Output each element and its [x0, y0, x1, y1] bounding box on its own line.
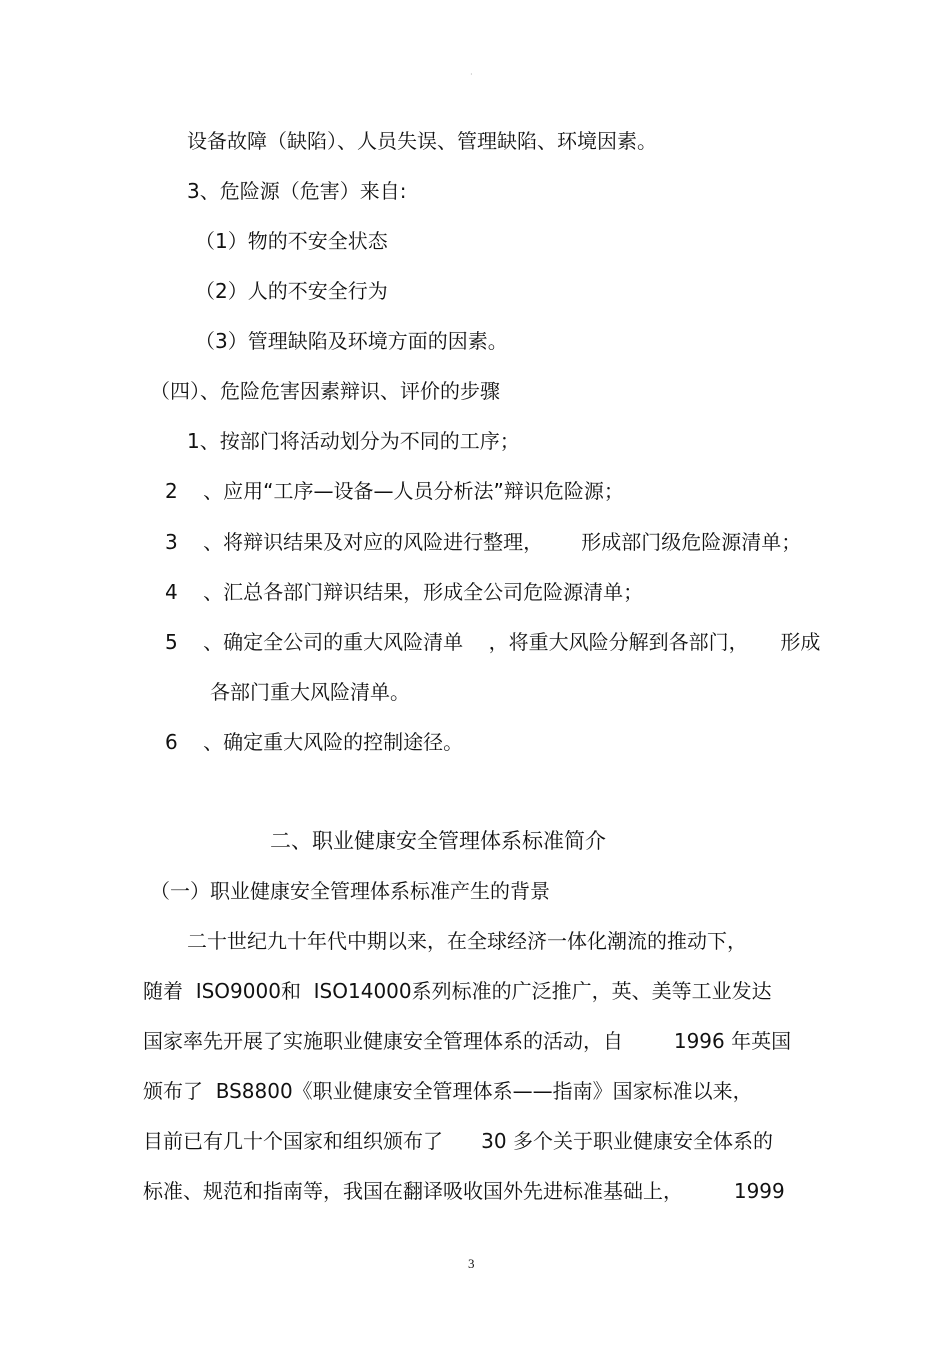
text-line: 3、危险源（危害）来自: — [187, 179, 407, 203]
text-line: 6 、确定重大风险的控制途径。 — [165, 730, 464, 754]
text-line: 2 、应用“工序—设备—人员分析法”辩识危险源； — [165, 479, 624, 503]
chapter-title: 二、职业健康安全管理体系标准简介 — [270, 829, 606, 853]
text-line: 随着 ISO9000和 ISO14000系列标准的广泛推广，英、美等工业发达 — [143, 979, 772, 1003]
text-line: 颁布了 BS8800《职业健康安全管理体系——指南》国家标准以来， — [143, 1079, 753, 1103]
text-line: 5 、确定全公司的重大风险清单 ，将重大风险分解到各部门， 形成 — [165, 630, 821, 654]
text-line: 国家率先开展了实施职业健康安全管理体系的活动，自 1996 年英国 — [143, 1029, 792, 1053]
text-line: （1）物的不安全状态 — [195, 229, 388, 253]
section-heading: （一）职业健康安全管理体系标准产生的背景 — [150, 879, 550, 903]
text-line: 设备故障（缺陷）、人员失误、管理缺陷、环境因素。 — [187, 129, 657, 153]
text-line: 目前已有几十个国家和组织颁布了 30 多个关于职业健康安全体系的 — [143, 1129, 773, 1153]
section-heading: （四）、危险危害因素辩识、评价的步骤 — [150, 379, 500, 403]
page-number: 3 — [468, 1256, 475, 1271]
text-line: （2）人的不安全行为 — [195, 279, 388, 303]
text-line: 1、按部门将活动划分为不同的工序； — [187, 429, 520, 453]
text-line: 各部门重大风险清单。 — [210, 680, 410, 704]
text-line: （3）管理缺陷及环境方面的因素。 — [195, 329, 508, 353]
text-line: 4 、汇总各部门辩识结果，形成全公司危险源清单； — [165, 580, 644, 604]
text-line: 标准、规范和指南等，我国在翻译吸收国外先进标准基础上， 1999 — [143, 1179, 785, 1203]
text-line: 二十世纪九十年代中期以来，在全球经济一体化潮流的推动下， — [187, 929, 747, 953]
text-line: 3 、将辩识结果及对应的风险进行整理， 形成部门级危险源清单； — [165, 530, 802, 554]
header-mark: · — [470, 70, 473, 79]
